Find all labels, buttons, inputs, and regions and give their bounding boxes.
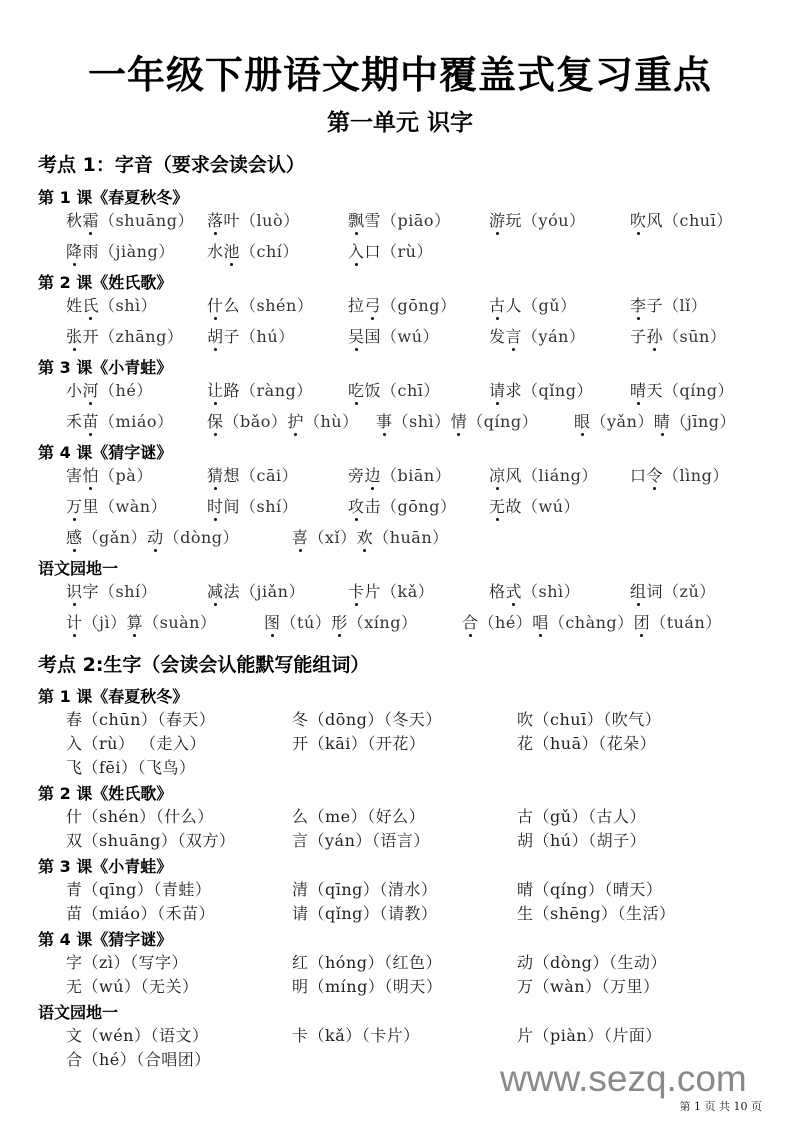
pinyin: （luò） xyxy=(240,211,300,230)
target-character: 弓 xyxy=(365,293,382,316)
word-entry: 请（qǐng）（请教） xyxy=(292,904,438,923)
s1-lesson2-title: 第 2 课《姓氏歌》 xyxy=(38,273,173,292)
word-row xyxy=(0,755,800,781)
pinyin-entry xyxy=(292,525,449,548)
target-character: 请 xyxy=(489,378,506,401)
pinyin-row xyxy=(0,494,800,520)
pinyin: （tú） xyxy=(280,613,332,632)
word-row xyxy=(0,877,800,903)
target-character: 河 xyxy=(83,378,100,401)
s1-garden-title: 语文园地一 xyxy=(38,559,119,578)
s2-lesson4-title: 第 4 课《猜字谜》 xyxy=(38,930,173,949)
pinyin-entry xyxy=(462,610,722,633)
character: 故 xyxy=(505,497,523,516)
character: 口 xyxy=(364,242,382,261)
pinyin-row xyxy=(0,239,800,265)
target-character: 保 xyxy=(207,409,224,432)
word-entry: 清（qīng）（清水） xyxy=(292,880,438,899)
pinyin: （sūn） xyxy=(663,327,727,346)
word-entry: 生（shēng）（生活） xyxy=(517,904,676,923)
word-row xyxy=(0,974,800,1000)
target-character: 游 xyxy=(489,208,506,231)
word-entry: 万（wàn）（万里） xyxy=(517,977,660,996)
target-character: 氏 xyxy=(83,293,100,316)
s2-lesson2-title: 第 2 课《姓氏歌》 xyxy=(38,784,173,803)
target-character: 形 xyxy=(331,610,348,633)
character: 拉 xyxy=(348,296,365,315)
pinyin: （miáo） xyxy=(99,412,174,431)
character: 禾 xyxy=(66,412,83,431)
pinyin: （zǔ） xyxy=(663,582,716,601)
target-character: 式 xyxy=(506,579,523,602)
character: 水 xyxy=(207,242,224,261)
word-entry: 合（hé）（合唱团） xyxy=(66,1050,211,1069)
pinyin: （shuāng） xyxy=(99,211,194,230)
pinyin: （xǐ） xyxy=(308,528,357,547)
target-character: 吃 xyxy=(348,378,365,401)
character: 玩 xyxy=(505,211,523,230)
character: 雨 xyxy=(82,242,100,261)
pinyin-entry xyxy=(66,293,157,316)
pinyin-entry xyxy=(630,293,707,316)
target-character: 凉 xyxy=(489,463,506,486)
character: 想 xyxy=(223,466,241,485)
target-character: 霜 xyxy=(83,208,100,231)
pinyin-entry xyxy=(66,463,153,486)
target-character: 万 xyxy=(66,494,83,517)
character: 里 xyxy=(82,497,100,516)
s1-lesson3-title: 第 3 课《小青蛙》 xyxy=(38,358,173,377)
character: 间 xyxy=(223,497,241,516)
word-entry: 飞（fēi）（飞鸟） xyxy=(66,758,196,777)
target-character: 苗 xyxy=(83,409,100,432)
character: 饭 xyxy=(364,381,382,400)
pinyin: （gōng） xyxy=(381,497,457,516)
pinyin: （chí） xyxy=(240,242,299,261)
pinyin-entry xyxy=(207,324,295,347)
character: 叶 xyxy=(223,211,241,230)
word-entry: 冬（dōng）（冬天） xyxy=(292,710,442,729)
word-entry: 卡（kǎ）（卡片） xyxy=(292,1026,420,1045)
word-entry: 古（gǔ）（古人） xyxy=(517,807,647,826)
pinyin-row xyxy=(0,378,800,404)
character: 子 xyxy=(630,327,647,346)
target-character: 计 xyxy=(66,610,83,633)
pinyin: （qíng） xyxy=(467,412,539,431)
pinyin: （wàn） xyxy=(99,497,168,516)
pinyin-entry xyxy=(489,378,593,401)
character: 风 xyxy=(505,466,523,485)
pinyin-row xyxy=(0,610,800,636)
pinyin: （jiàng） xyxy=(99,242,175,261)
pinyin: （yóu） xyxy=(522,211,586,230)
target-character: 入 xyxy=(348,239,365,262)
word-entry: 字（zì）（写字） xyxy=(66,953,189,972)
character: 人 xyxy=(505,296,523,315)
pinyin-entry xyxy=(630,324,726,347)
target-character: 孙 xyxy=(647,324,664,347)
pinyin-entry xyxy=(207,463,298,486)
word-row xyxy=(0,901,800,927)
word-entry: 言（yán）（语言） xyxy=(292,831,430,850)
pinyin-entry xyxy=(66,378,153,401)
watermark: www.sezq.com xyxy=(500,1058,747,1099)
pinyin-entry xyxy=(630,463,729,486)
target-character: 情 xyxy=(451,409,468,432)
pinyin-entry xyxy=(207,208,300,231)
character: 姓 xyxy=(66,296,83,315)
s1-lesson1-title: 第 1 课《春夏秋冬》 xyxy=(38,188,189,207)
target-character: 团 xyxy=(634,610,651,633)
target-character: 飘 xyxy=(348,208,365,231)
pinyin-entry xyxy=(348,208,451,231)
pinyin: （qíng） xyxy=(663,381,734,400)
pinyin-entry xyxy=(66,610,217,633)
target-character: 卡 xyxy=(348,579,365,602)
word-entry: 花（huā）（花朵） xyxy=(517,734,657,753)
pinyin: （hé） xyxy=(99,381,153,400)
section2-heading: 考点 2:生字（会读会认能默写能组词） xyxy=(38,654,370,676)
word-entry: 入（rù） （走入） xyxy=(66,734,207,753)
pinyin: （cāi） xyxy=(240,466,299,485)
unit-title: 第一单元 识字 xyxy=(326,110,473,136)
character: 旁 xyxy=(348,466,365,485)
character: 发 xyxy=(489,327,506,346)
pinyin-entry xyxy=(207,494,298,517)
character: 么 xyxy=(223,296,241,315)
character: 天 xyxy=(646,381,664,400)
pinyin: （jiǎn） xyxy=(240,582,305,601)
pinyin: （chàng） xyxy=(548,613,634,632)
word-row xyxy=(0,707,800,733)
word-entry: 什（shén）（什么） xyxy=(66,807,214,826)
word-entry: 明（míng）（明天） xyxy=(292,977,443,996)
target-character: 什 xyxy=(207,293,224,316)
pinyin-entry xyxy=(348,494,456,517)
pinyin: （wú） xyxy=(522,497,581,516)
pinyin-row xyxy=(0,463,800,489)
character: 秋 xyxy=(66,211,83,230)
target-character: 睛 xyxy=(654,409,671,432)
pinyin-entry xyxy=(207,378,313,401)
word-entry: 动（dòng）（生动） xyxy=(517,953,667,972)
pinyin: （zhāng） xyxy=(99,327,184,346)
character: 害 xyxy=(66,466,83,485)
pinyin: （shén） xyxy=(240,296,314,315)
target-character: 落 xyxy=(207,208,224,231)
page-title: 一年级下册语文期中覆盖式复习重点 xyxy=(87,53,712,97)
pinyin-entry xyxy=(630,579,716,602)
pinyin: （lǐ） xyxy=(663,296,708,315)
pinyin: （dòng） xyxy=(163,528,240,547)
word-entry: 文（wén）（语文） xyxy=(66,1026,209,1045)
target-character: 张 xyxy=(66,324,83,347)
pinyin-row xyxy=(0,324,800,350)
target-character: 吹 xyxy=(630,208,647,231)
pinyin: （liáng） xyxy=(522,466,598,485)
target-character: 护 xyxy=(287,409,304,432)
pinyin: （wú） xyxy=(381,327,440,346)
target-character: 减 xyxy=(207,579,224,602)
pinyin: （rù） xyxy=(381,242,433,261)
target-character: 池 xyxy=(224,239,241,262)
s1-lesson4-title: 第 4 课《猜字谜》 xyxy=(38,443,173,462)
word-entry: 开（kāi）（开花） xyxy=(292,734,426,753)
character: 片 xyxy=(364,582,382,601)
pinyin: （chī） xyxy=(381,381,440,400)
pinyin-entry xyxy=(264,610,417,633)
target-character: 图 xyxy=(264,610,281,633)
target-character: 合 xyxy=(462,610,479,633)
pinyin: （gōng） xyxy=(381,296,457,315)
character: 击 xyxy=(364,497,382,516)
target-character: 李 xyxy=(630,293,647,316)
character: 雪 xyxy=(364,211,382,230)
pinyin-entry xyxy=(630,378,734,401)
pinyin-entry xyxy=(207,293,313,316)
pinyin-entry xyxy=(348,463,451,486)
pinyin: （huān） xyxy=(373,528,449,547)
target-character: 喜 xyxy=(292,525,309,548)
pinyin-entry xyxy=(348,579,434,602)
target-character: 事 xyxy=(376,409,393,432)
pinyin: （chuī） xyxy=(663,211,733,230)
target-character: 让 xyxy=(207,378,224,401)
word-entry: 春（chūn）（春天） xyxy=(66,710,216,729)
word-entry: 红（hóng）（红色） xyxy=(292,953,442,972)
s2-lesson1-title: 第 1 课《春夏秋冬》 xyxy=(38,687,189,706)
pinyin-entry xyxy=(489,324,585,347)
target-character: 猜 xyxy=(207,463,224,486)
pinyin: （bǎo） xyxy=(223,412,288,431)
character: 字 xyxy=(82,582,100,601)
pinyin-entry xyxy=(207,579,305,602)
pinyin: （jì） xyxy=(82,613,127,632)
word-entry: 双（shuāng）（双方） xyxy=(66,831,236,850)
target-character: 唱 xyxy=(532,610,549,633)
pinyin: （gǔ） xyxy=(522,296,577,315)
word-entry: 青（qīng）（青蛙） xyxy=(66,880,212,899)
character: 小 xyxy=(66,381,83,400)
pinyin-entry xyxy=(66,208,194,231)
pinyin-entry xyxy=(66,579,157,602)
word-entry: 片（piàn）（片面） xyxy=(517,1026,662,1045)
target-character: 边 xyxy=(365,463,382,486)
pinyin-entry xyxy=(348,293,456,316)
target-character: 无 xyxy=(489,494,506,517)
pinyin: （lìng） xyxy=(663,466,729,485)
pinyin-entry xyxy=(376,409,538,432)
pinyin: （xíng） xyxy=(347,613,418,632)
pinyin-entry xyxy=(489,463,598,486)
pinyin: （biān） xyxy=(381,466,452,485)
pinyin-entry xyxy=(348,239,433,262)
pinyin: （hù） xyxy=(303,412,359,431)
word-entry: 晴（qíng）（晴天） xyxy=(517,880,663,899)
character: 开 xyxy=(82,327,100,346)
pinyin: （yǎn） xyxy=(590,412,654,431)
pinyin-entry xyxy=(348,324,439,347)
pinyin: （tuán） xyxy=(650,613,722,632)
target-character: 识 xyxy=(66,579,83,602)
pinyin-entry xyxy=(66,525,239,548)
pinyin-row xyxy=(0,409,800,435)
pinyin-entry xyxy=(348,378,440,401)
character: 风 xyxy=(646,211,664,230)
pinyin-row xyxy=(0,293,800,319)
pinyin-row xyxy=(0,579,800,605)
target-character: 令 xyxy=(647,463,664,486)
pinyin: （shí） xyxy=(99,582,158,601)
word-entry: 无（wú）（无关） xyxy=(66,977,199,996)
pinyin-entry xyxy=(574,409,736,432)
pinyin-entry xyxy=(489,293,577,316)
character: 口 xyxy=(630,466,647,485)
word-entry: 吹（chuī）（吹气） xyxy=(517,710,662,729)
pinyin-entry xyxy=(489,208,586,231)
pinyin: （qǐng） xyxy=(522,381,593,400)
pinyin: （shí） xyxy=(240,497,299,516)
target-character: 晴 xyxy=(630,378,647,401)
word-row xyxy=(0,804,800,830)
character: 路 xyxy=(223,381,241,400)
word-row xyxy=(0,828,800,854)
pinyin-entry xyxy=(66,324,183,347)
target-character: 言 xyxy=(506,324,523,347)
target-character: 攻 xyxy=(348,494,365,517)
pinyin-entry xyxy=(66,494,167,517)
section1-heading: 考点 1：字音（要求会读会认） xyxy=(38,154,305,176)
target-character: 感 xyxy=(66,525,83,548)
pinyin-entry xyxy=(207,239,299,262)
character: 国 xyxy=(364,327,382,346)
pinyin: （shì） xyxy=(392,412,451,431)
character: 求 xyxy=(505,381,523,400)
word-row xyxy=(0,731,800,757)
pinyin: （kǎ） xyxy=(381,582,435,601)
target-character: 吴 xyxy=(348,324,365,347)
pinyin-row xyxy=(0,208,800,234)
pinyin-row xyxy=(0,525,800,551)
target-character: 眼 xyxy=(574,409,591,432)
target-character: 怕 xyxy=(83,463,100,486)
pinyin-entry xyxy=(207,409,359,432)
word-entry: 么（me）（好么） xyxy=(292,807,426,826)
character: 子 xyxy=(223,327,241,346)
pinyin-entry xyxy=(489,494,580,517)
character: 子 xyxy=(646,296,664,315)
pinyin: （gǎn） xyxy=(82,528,148,547)
pinyin: （shì） xyxy=(99,296,158,315)
target-character: 组 xyxy=(630,579,647,602)
pinyin-entry xyxy=(66,409,174,432)
pinyin: （shì） xyxy=(522,582,581,601)
word-entry: 胡（hú）（胡子） xyxy=(517,831,647,850)
character: 词 xyxy=(646,582,664,601)
s2-garden-title: 语文园地一 xyxy=(38,1003,119,1022)
pinyin: （pà） xyxy=(99,466,153,485)
pinyin: （hú） xyxy=(240,327,295,346)
pinyin: （piāo） xyxy=(381,211,451,230)
word-row xyxy=(0,950,800,976)
target-character: 时 xyxy=(207,494,224,517)
pinyin: （yán） xyxy=(522,327,586,346)
character: 格 xyxy=(489,582,506,601)
pinyin: （suàn） xyxy=(143,613,217,632)
character: 法 xyxy=(223,582,241,601)
pinyin-entry xyxy=(489,579,580,602)
pinyin-entry xyxy=(66,239,175,262)
s2-lesson3-title: 第 3 课《小青蛙》 xyxy=(38,857,173,876)
target-character: 欢 xyxy=(357,525,374,548)
target-character: 算 xyxy=(127,610,144,633)
word-entry: 苗（miáo）（禾苗） xyxy=(66,904,215,923)
pinyin: （hé） xyxy=(478,613,533,632)
word-row xyxy=(0,1023,800,1049)
target-character: 胡 xyxy=(207,324,224,347)
pinyin: （jīng） xyxy=(670,412,737,431)
pinyin: （ràng） xyxy=(240,381,313,400)
target-character: 动 xyxy=(147,525,164,548)
target-character: 古 xyxy=(489,293,506,316)
target-character: 降 xyxy=(66,239,83,262)
pinyin-entry xyxy=(630,208,733,231)
page-indicator: 第 1 页 共 10 页 xyxy=(679,1100,762,1113)
